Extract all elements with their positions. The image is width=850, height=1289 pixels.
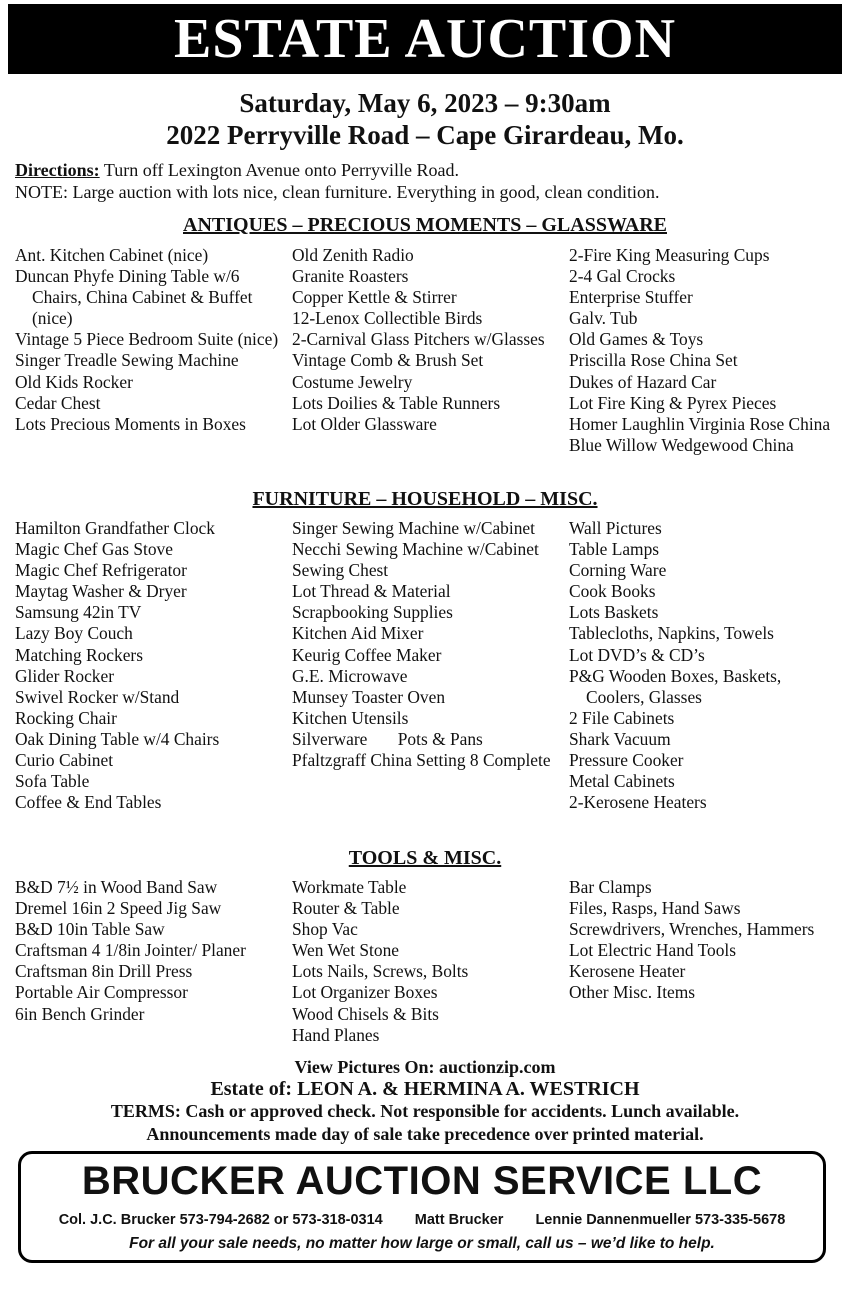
list-item: Kerosene Heater xyxy=(569,961,686,982)
section-heading-antiques: ANTIQUES – PRECIOUS MOMENTS – GLASSWARE xyxy=(183,214,667,236)
list-item: Maytag Washer & Dryer xyxy=(15,581,187,602)
list-item: Hamilton Grandfather Clock xyxy=(15,518,215,538)
list-item: Matching Rockers xyxy=(15,644,143,665)
item-list-tools-col-2 xyxy=(292,877,560,1046)
list-item: Magic Chef Refrigerator xyxy=(15,560,187,581)
list-item: Cedar Chest xyxy=(15,392,101,413)
list-item: 2-Fire King Measuring Cups xyxy=(569,245,770,265)
list-item: Router & Table xyxy=(292,898,400,919)
list-item: Kitchen Aid Mixer xyxy=(292,623,424,644)
list-item: Lots Baskets xyxy=(569,602,659,623)
list-item: 6in Bench Grinder xyxy=(15,1003,145,1024)
list-item: Screwdrivers, Wrenches, Hammers xyxy=(569,919,815,940)
list-item: Enterprise Stuffer xyxy=(569,287,693,308)
list-item: Oak Dining Table w/4 Chairs xyxy=(15,728,220,749)
list-item: Sewing Chest xyxy=(292,560,389,581)
item-list-furniture-col-1 xyxy=(15,518,283,813)
auction-date: Saturday, May 6, 2023 – 9:30am xyxy=(239,88,611,118)
list-item: Lot Electric Hand Tools xyxy=(569,940,737,961)
list-item: Lot Thread & Material xyxy=(292,581,451,602)
auction-address: 2022 Perryville Road – Cape Girardeau, Mo. xyxy=(166,120,684,150)
item-list-antiques-col-3 xyxy=(569,245,841,456)
list-item: Sofa Table xyxy=(15,771,90,792)
list-item: Scrapbooking Supplies xyxy=(292,602,453,623)
list-item: Curio Cabinet xyxy=(15,750,114,771)
list-item: Kitchen Utensils xyxy=(292,707,409,728)
list-item: 2-4 Gal Crocks xyxy=(569,266,676,287)
list-item: Hand Planes xyxy=(292,1024,380,1045)
list-item: 2 File Cabinets xyxy=(569,707,675,728)
directions-text: Turn off Lexington Avenue onto Perryville Road. xyxy=(99,160,459,180)
list-item: Munsey Toaster Oven xyxy=(292,686,446,707)
list-item: Homer Laughlin Virginia Rose China xyxy=(569,413,831,434)
item-list-antiques-col-2 xyxy=(292,245,560,435)
list-item: Workmate Table xyxy=(292,877,407,897)
estate-of: Estate of: LEON A. & HERMINA A. WESTRICH xyxy=(210,1078,640,1100)
list-item: 2-Carnival Glass Pitchers w/Glasses xyxy=(292,329,545,350)
list-item: Vintage 5 Piece Bedroom Suite (nice) xyxy=(15,329,279,350)
list-item: Metal Cabinets xyxy=(569,771,675,792)
list-item: Shop Vac xyxy=(292,919,358,940)
list-item: Blue Willow Wedgewood China xyxy=(569,434,794,455)
list-item: Vintage Comb & Brush Set xyxy=(292,350,484,371)
list-item: Lazy Boy Couch xyxy=(15,623,133,644)
list-item: Silverware Pots & Pans xyxy=(292,728,483,749)
list-item: Corning Ware xyxy=(569,560,667,581)
item-list-antiques-col-1 xyxy=(15,245,283,435)
list-item: Other Misc. Items xyxy=(569,982,696,1003)
list-item: Keurig Coffee Maker xyxy=(292,644,442,665)
list-item: Ant. Kitchen Cabinet (nice) xyxy=(15,245,209,265)
list-item: Lots Doilies & Table Runners xyxy=(292,392,501,413)
announcements: Announcements made day of sale take precedence over printed material. xyxy=(146,1124,704,1144)
list-item: Wall Pictures xyxy=(569,518,662,538)
list-item: Craftsman 4 1/8in Jointer/ Planer xyxy=(15,940,246,961)
list-item: Swivel Rocker w/Stand xyxy=(15,686,180,707)
list-item: Lot Organizer Boxes xyxy=(292,982,438,1003)
list-item: Lot Fire King & Pyrex Pieces xyxy=(569,392,777,413)
list-item: Lot DVD’s & CD’s xyxy=(569,644,705,665)
list-item: Lot Older Glassware xyxy=(292,413,437,434)
terms: TERMS: Cash or approved check. Not responsible for accidents. Lunch available. xyxy=(110,1101,740,1121)
list-item: Pfaltzgraff China Setting 8 Complete xyxy=(292,750,551,771)
item-list-tools-col-3 xyxy=(569,877,841,1004)
auctioneer-box xyxy=(18,1151,826,1263)
auctioneer-name: BRUCKER AUCTION SERVICE LLC xyxy=(81,1159,763,1203)
list-item: Bar Clamps xyxy=(569,877,652,897)
item-list-tools-col-1 xyxy=(15,877,283,1025)
list-item: Magic Chef Gas Stove xyxy=(15,539,173,560)
list-item: Rocking Chair xyxy=(15,707,117,728)
list-item: Pressure Cooker xyxy=(569,750,684,771)
list-item: Singer Treadle Sewing Machine xyxy=(15,350,239,371)
list-item: Dremel 16in 2 Speed Jig Saw xyxy=(15,898,222,919)
list-item: Galv. Tub xyxy=(569,308,638,329)
list-item: P&G Wooden Boxes, Baskets, Coolers, Glasses xyxy=(569,665,782,707)
list-item: Craftsman 8in Drill Press xyxy=(15,961,193,982)
banner-title: ESTATE AUCTION xyxy=(8,4,842,74)
list-item: Samsung 42in TV xyxy=(15,602,142,623)
list-item: Necchi Sewing Machine w/Cabinet xyxy=(292,539,539,560)
auction-note: NOTE: Large auction with lots nice, clean furniture. Everything in good, clean condition. xyxy=(15,182,660,202)
pictures-link: View Pictures On: auctionzip.com xyxy=(294,1057,556,1077)
list-item: Old Kids Rocker xyxy=(15,371,133,392)
item-list-furniture-col-3 xyxy=(569,518,841,813)
auctioneer-contacts xyxy=(21,1212,823,1228)
section-heading-tools: TOOLS & MISC. xyxy=(348,847,502,869)
list-item: Files, Rasps, Hand Saws xyxy=(569,898,741,919)
list-item: Coffee & End Tables xyxy=(15,792,162,813)
list-item: 2-Kerosene Heaters xyxy=(569,792,707,813)
list-item: Glider Rocker xyxy=(15,665,114,686)
directions-label: Directions: xyxy=(15,160,100,180)
section-heading-furniture: FURNITURE – HOUSEHOLD – MISC. xyxy=(252,488,598,510)
list-item: Table Lamps xyxy=(569,539,660,560)
list-item: B&D 10in Table Saw xyxy=(15,919,165,940)
list-item: 12-Lenox Collectible Birds xyxy=(292,308,483,329)
item-list-furniture-col-2 xyxy=(292,518,560,771)
contact-lennie-dannenmueller: Lennie Dannenmueller 573-335-5678 xyxy=(535,1212,786,1228)
list-item: Shark Vacuum xyxy=(569,728,671,749)
list-item: Priscilla Rose China Set xyxy=(569,350,738,371)
list-item: Cook Books xyxy=(569,581,656,602)
contact-matt-brucker: Matt Brucker xyxy=(414,1212,504,1228)
list-item: Old Zenith Radio xyxy=(292,245,414,265)
list-item: Portable Air Compressor xyxy=(15,982,188,1003)
list-item: G.E. Microwave xyxy=(292,665,408,686)
list-item: Duncan Phyfe Dining Table w/6 Chairs, China Cabinet & Buffet (nice) xyxy=(15,266,253,329)
contact-jc-brucker: Col. J.C. Brucker 573-794-2682 or 573-318-0314 xyxy=(58,1212,383,1228)
list-item: Singer Sewing Machine w/Cabinet xyxy=(292,518,535,538)
list-item: Copper Kettle & Stirrer xyxy=(292,287,457,308)
list-item: Costume Jewelry xyxy=(292,371,413,392)
list-item: Wen Wet Stone xyxy=(292,940,399,961)
list-item: Dukes of Hazard Car xyxy=(569,371,717,392)
list-item: Tablecloths, Napkins, Towels xyxy=(569,623,774,644)
list-item: Old Games & Toys xyxy=(569,329,704,350)
directions xyxy=(15,160,845,181)
list-item: Lots Precious Moments in Boxes xyxy=(15,413,246,434)
list-item: Granite Roasters xyxy=(292,266,409,287)
list-item: Wood Chisels & Bits xyxy=(292,1003,439,1024)
auctioneer-tagline: For all your sale needs, no matter how large or small, call us – we’d like to help. xyxy=(129,1235,715,1252)
list-item: B&D 7½ in Wood Band Saw xyxy=(15,877,218,897)
list-item: Lots Nails, Screws, Bolts xyxy=(292,961,469,982)
